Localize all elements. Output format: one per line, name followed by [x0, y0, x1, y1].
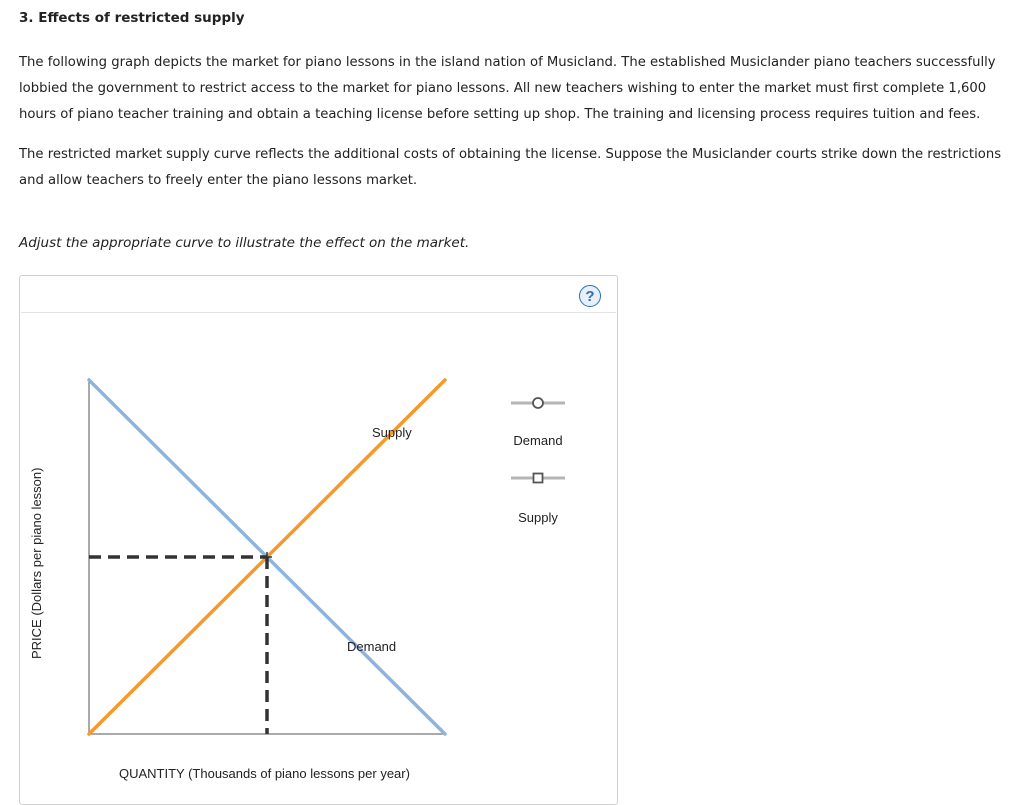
question-paragraph-1: The following graph depicts the market for piano lessons in the island nation of Musicland. The established Musiclander piano teachers successfully lobbied the government to restrict access to the market for piano lessons. All new teachers wishing to enter the market must first complete 1,600 hours of piano teacher training and obtain a teaching license before setting up shop. The training and licensing process requires tuition and fees. — [19, 55, 996, 122]
help-icon[interactable]: ? — [579, 285, 601, 307]
demand-curve-label: Demand — [347, 639, 397, 654]
instruction-text: Adjust the appropriate curve to illustrate the effect on the market. — [19, 235, 470, 251]
question-paragraph-2: The restricted market supply curve reflects the additional costs of obtaining the license. Suppose the Musiclander courts strike down the restrictions and allow teachers to freely enter the piano lessons market. — [19, 147, 1002, 188]
supply-tool-square-icon[interactable] — [534, 474, 543, 483]
legend-demand-tool[interactable] — [511, 398, 565, 408]
question-title: 3. Effects of restricted supply — [19, 10, 245, 26]
y-axis-title: PRICE (Dollars per piano lesson) — [29, 467, 44, 659]
legend-demand-label: Demand — [513, 433, 563, 448]
market-chart — [20, 276, 617, 796]
x-axis-title: QUANTITY (Thousands of piano lessons per year) — [119, 766, 410, 781]
legend-supply-tool[interactable] — [511, 474, 565, 483]
graph-panel — [19, 275, 618, 805]
supply-curve-label: Supply — [372, 425, 412, 440]
demand-tool-circle-icon[interactable] — [533, 398, 543, 408]
legend-supply-label: Supply — [518, 510, 558, 525]
